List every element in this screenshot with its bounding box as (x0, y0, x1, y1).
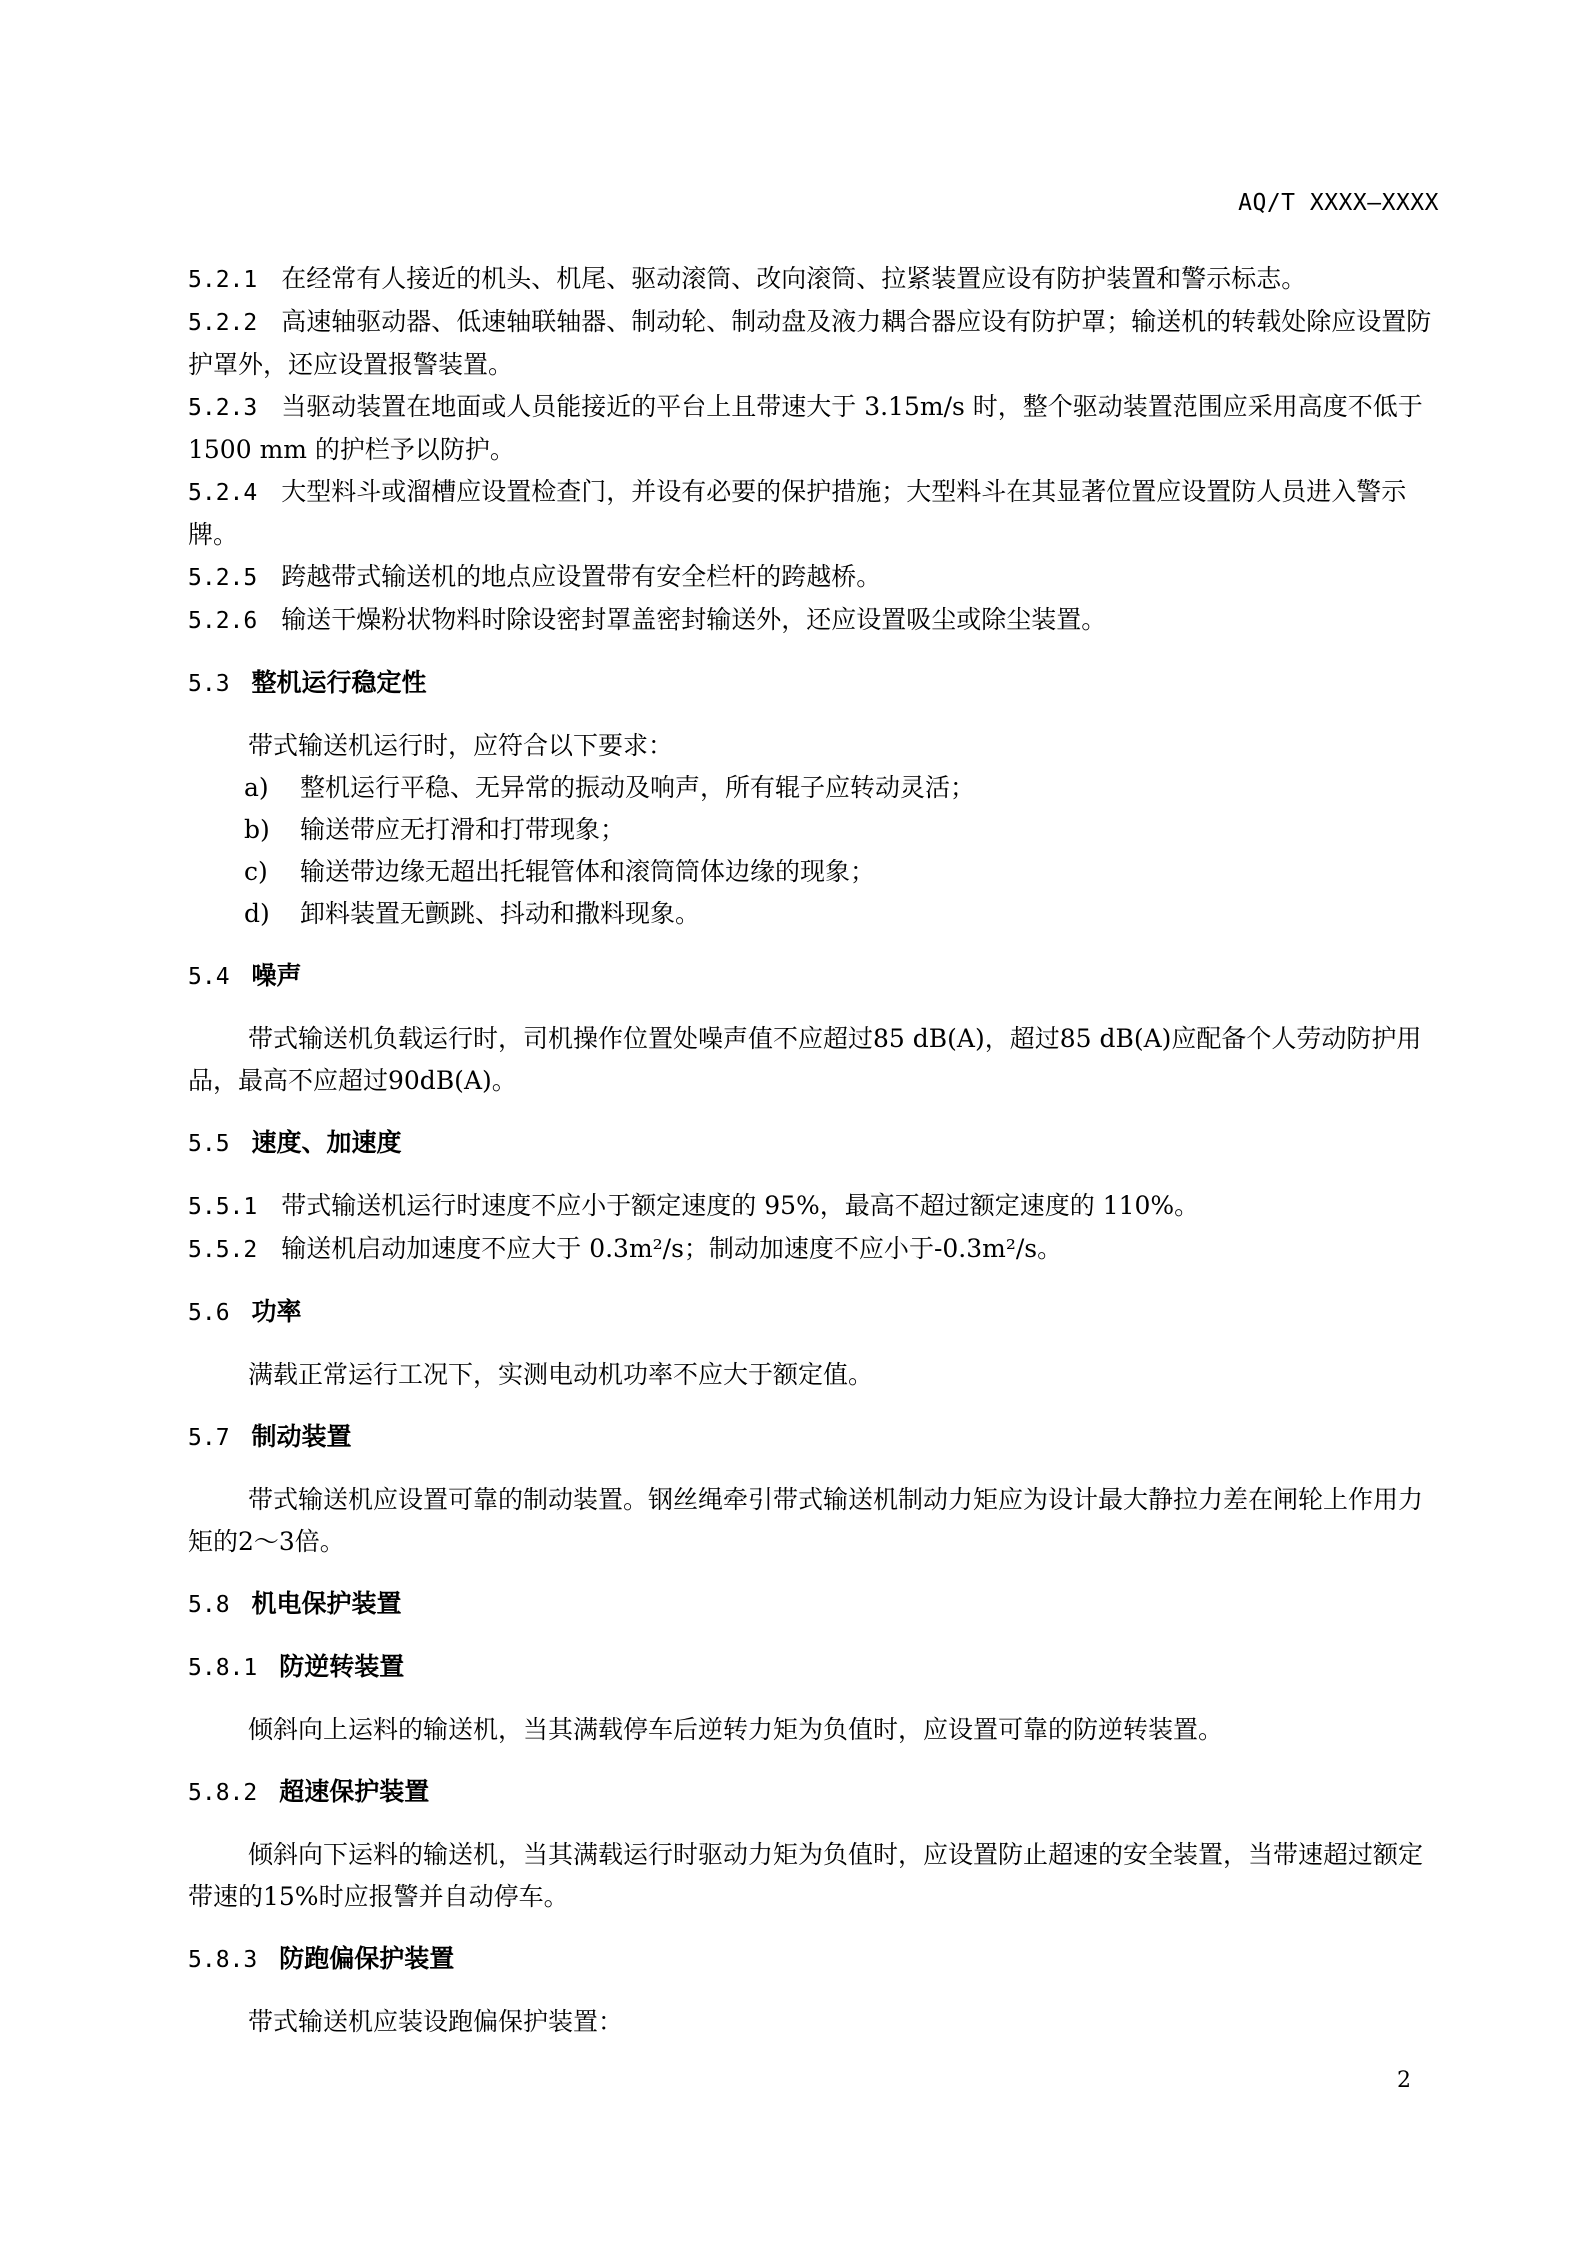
section-heading-5-8-2 (188, 1771, 1443, 1814)
clause-text: 跨越带式输送机的地点应设置带有安全栏杆的跨越桥。 (281, 562, 882, 591)
paragraph-text: 带式输送机运行时，应符合以下要求： (248, 731, 674, 760)
clause-number: 5.5.1 (188, 1194, 258, 1220)
clause-text: 高速轴驱动器、低速轴联轴器、制动轮、制动盘及液力耦合器应设有防护罩；输送机的转载处除应设置防护罩外，还应设置报警装置。 (188, 307, 1432, 379)
document-body (188, 258, 1443, 2043)
clause-number: 5.2.3 (188, 395, 258, 421)
section-title: 噪声 (251, 961, 302, 990)
section-number: 5.8 (188, 1592, 230, 1618)
list-item-text: 输送带边缘无超出托辊管体和滚筒筒体边缘的现象； (300, 857, 876, 886)
paragraph-text: 带式输送机应装设跑偏保护装置： (248, 2007, 624, 2036)
section-title: 制动装置 (251, 1422, 352, 1451)
section-heading-5-8-3 (188, 1938, 1443, 1981)
paragraph-text: 倾斜向下运料的输送机，当其满载运行时驱动力矩为负值时，应设置防止超速的安全装置，当带速超过额定带速的15%时应报警并自动停车。 (188, 1840, 1424, 1911)
list-item-text: 整机运行平稳、无异常的振动及响声，所有辊子应转动灵活； (300, 773, 976, 802)
list-item (188, 893, 1443, 935)
clause-number: 5.5.2 (188, 1237, 258, 1263)
clause-number: 5.2.5 (188, 565, 258, 591)
section-title: 功率 (251, 1297, 302, 1326)
section-title: 整机运行稳定性 (251, 668, 427, 697)
section-number: 5.3 (188, 671, 230, 697)
clause-number: 5.2.4 (188, 480, 258, 506)
list-marker: d) (244, 899, 270, 928)
section-heading-5-4 (188, 955, 1443, 998)
list-marker: c) (244, 857, 268, 886)
section-number: 5.8.3 (188, 1947, 258, 1973)
section-number: 5.6 (188, 1300, 230, 1326)
list-item (188, 767, 1443, 809)
list-item (188, 809, 1443, 851)
list-marker: a) (244, 773, 269, 802)
clause-number: 5.2.6 (188, 608, 258, 634)
clause-5-2-3 (188, 386, 1443, 471)
clause-text: 在经常有人接近的机头、机尾、驱动滚筒、改向滚筒、拉紧装置应设有防护装置和警示标志。 (281, 264, 1307, 293)
clause-text: 输送干燥粉状物料时除设密封罩盖密封输送外，还应设置吸尘或除尘装置。 (281, 605, 1107, 634)
clause-number: 5.2.1 (188, 267, 258, 293)
clause-text: 大型料斗或溜槽应设置检查门，并设有必要的保护措施；大型料斗在其显著位置应设置防人员进入警示牌。 (188, 477, 1407, 549)
list-item-text: 卸料装置无颤跳、抖动和撒料现象。 (300, 899, 701, 928)
clause-5-2-6 (188, 599, 1443, 642)
document-code-header: AQ/T XXXX—XXXX (1238, 190, 1439, 216)
section-heading-5-3 (188, 662, 1443, 705)
clause-text: 带式输送机运行时速度不应小于额定速度的 95%，最高不超过额定速度的 110%。 (281, 1191, 1200, 1220)
paragraph-text: 带式输送机应设置可靠的制动装置。钢丝绳牵引带式输送机制动力矩应为设计最大静拉力差在闸轮上作用力矩的2～3倍。 (188, 1485, 1424, 1556)
section-title: 机电保护装置 (251, 1589, 402, 1618)
section-heading-5-7 (188, 1416, 1443, 1459)
section-heading-5-8 (188, 1583, 1443, 1626)
clause-5-5-1 (188, 1185, 1443, 1228)
section-number: 5.5 (188, 1131, 230, 1157)
clause-5-2-5 (188, 556, 1443, 599)
section-heading-5-6 (188, 1291, 1443, 1334)
clause-5-2-1 (188, 258, 1443, 301)
paragraph-text: 带式输送机负载运行时，司机操作位置处噪声值不应超过85 dB(A)，超过85 dB(A)应配备个人劳动防护用品，最高不应超过90dB(A)。 (188, 1024, 1422, 1095)
paragraph-text: 倾斜向上运料的输送机，当其满载停车后逆转力矩为负值时，应设置可靠的防逆转装置。 (248, 1715, 1224, 1744)
list-item-text: 输送带应无打滑和打带现象； (300, 815, 626, 844)
paragraph-text: 满载正常运行工况下，实测电动机功率不应大于额定值。 (248, 1360, 874, 1389)
page-number: 2 (1397, 2068, 1411, 2093)
section-title: 超速保护装置 (279, 1777, 430, 1806)
section-title: 速度、加速度 (251, 1128, 402, 1157)
section-number: 5.7 (188, 1425, 230, 1451)
clause-text: 输送机启动加速度不应大于 0.3m²/s；制动加速度不应小于-0.3m²/s。 (281, 1234, 1063, 1263)
clause-5-2-4 (188, 471, 1443, 556)
clause-number: 5.2.2 (188, 310, 258, 336)
clause-text: 当驱动装置在地面或人员能接近的平台上且带速大于 3.15m/s 时，整个驱动装置范围应采用高度不低于 1500 mm 的护栏予以防护。 (188, 392, 1423, 464)
list-marker: b) (244, 815, 270, 844)
section-number: 5.8.2 (188, 1780, 258, 1806)
section-title: 防跑偏保护装置 (279, 1944, 455, 1973)
clause-5-2-2 (188, 301, 1443, 386)
section-heading-5-8-1 (188, 1646, 1443, 1689)
section-heading-5-5 (188, 1122, 1443, 1165)
section-title: 防逆转装置 (279, 1652, 405, 1681)
section-number: 5.4 (188, 964, 230, 990)
clause-5-5-2 (188, 1228, 1443, 1271)
list-item (188, 851, 1443, 893)
section-number: 5.8.1 (188, 1655, 258, 1681)
